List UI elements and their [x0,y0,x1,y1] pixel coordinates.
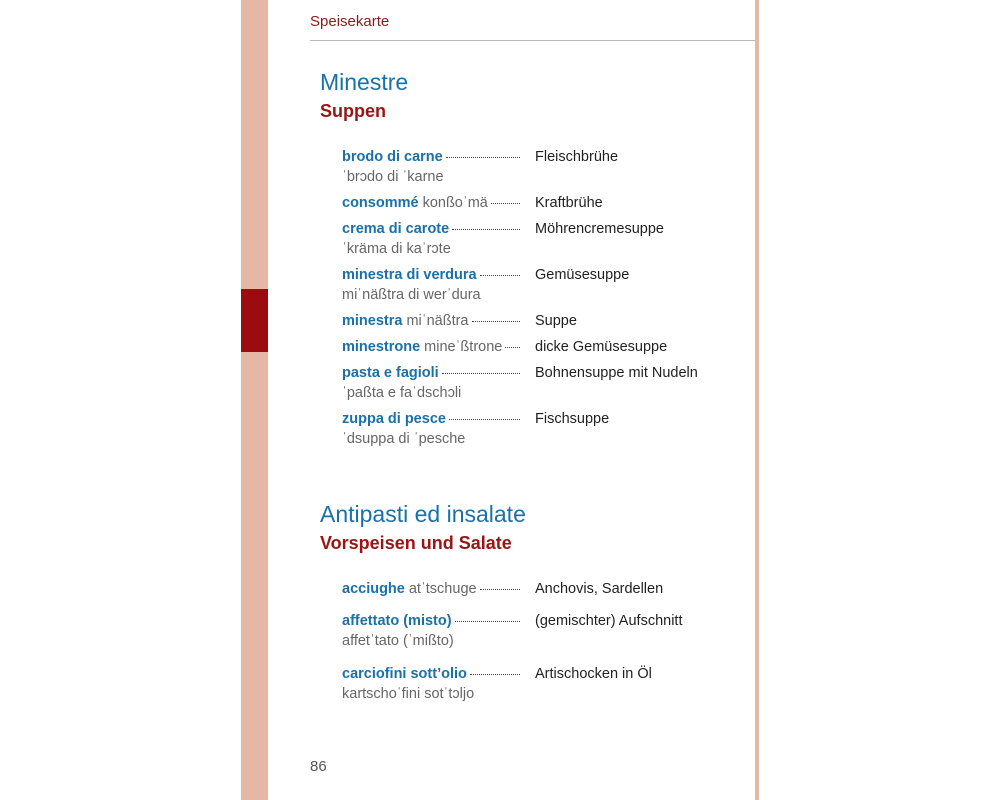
entry-term: affettato (misto) [342,613,452,629]
menu-entry [342,221,742,261]
entry-term: zuppa di pesce [342,411,446,427]
running-header: Speisekarte [310,13,390,30]
page-number: 86 [310,758,327,775]
entry-term: carciofini sott’olio [342,666,467,682]
entry-term: consommé [342,195,419,211]
entry-term: minestrone [342,339,421,355]
section-title-italian: Minestre [320,69,409,95]
entry-pronunciation: mineˈßtrone [424,339,503,355]
entry-translation: Fleischbrühe [535,149,619,165]
chapter-tab-marker [241,289,268,352]
menu-entry [342,149,742,189]
entry-pronunciation: miˈnäßtra [406,313,469,329]
entry-pronunciation: konßoˈmä [422,195,488,211]
entry-pronunciation: atˈtschuge [408,581,477,597]
entry-translation: Fischsuppe [535,411,610,427]
entry-pronunciation: ˈdsuppa di ˈpesche [342,431,466,447]
menu-entry [342,613,742,653]
entry-translation: (gemischter) Aufschnitt [535,613,683,629]
dotted-leader [470,674,520,675]
left-page-edge [241,0,268,800]
entry-pronunciation: kartschoˈfini sotˈtɔljo [342,686,475,702]
right-page-edge [755,0,759,800]
entry-translation: dicke Gemüsesuppe [535,339,668,355]
dotted-leader [446,157,520,158]
dotted-leader [449,419,520,420]
entry-pronunciation: ˈkräma di kaˈrɔte [342,241,451,257]
dotted-leader [480,275,520,276]
entry-translation: Artischocken in Öl [535,666,652,682]
header-divider [310,40,755,41]
entry-translation: Bohnensuppe mit Nudeln [535,365,698,381]
entry-term: brodo di carne [342,149,443,165]
dotted-leader [452,229,520,230]
entry-pronunciation: miˈnäßtra di werˈdura [342,287,481,303]
entry-translation: Suppe [535,313,577,329]
dotted-leader [455,621,520,622]
dotted-leader [472,321,521,322]
menu-entry [342,365,742,405]
entry-term: pasta e fagioli [342,365,439,381]
entry-term: minestra [342,313,403,329]
entry-pronunciation: ˈbrɔdo di ˈkarne [342,169,444,185]
menu-entry [342,411,742,451]
entry-translation: Gemüsesuppe [535,267,630,283]
section-title-german: Suppen [320,101,386,121]
dotted-leader [480,589,520,590]
entry-term: crema di carote [342,221,450,237]
entry-term: acciughe [342,581,405,597]
entry-translation: Möhrencremesuppe [535,221,664,237]
menu-entry [342,267,742,307]
entry-pronunciation: affetˈtato (ˈmißto) [342,633,454,649]
dotted-leader [491,203,520,204]
entry-translation: Anchovis, Sardellen [535,581,664,597]
dotted-leader [442,373,520,374]
dotted-leader [505,347,520,348]
menu-entry [342,666,742,706]
entry-pronunciation: ˈpaßta e faˈdschɔli [342,385,462,401]
entry-term: minestra di verdura [342,267,477,283]
section-title-german: Vorspeisen und Salate [320,533,512,553]
section-title-italian: Antipasti ed insalate [320,501,526,527]
entry-translation: Kraftbrühe [535,195,603,211]
